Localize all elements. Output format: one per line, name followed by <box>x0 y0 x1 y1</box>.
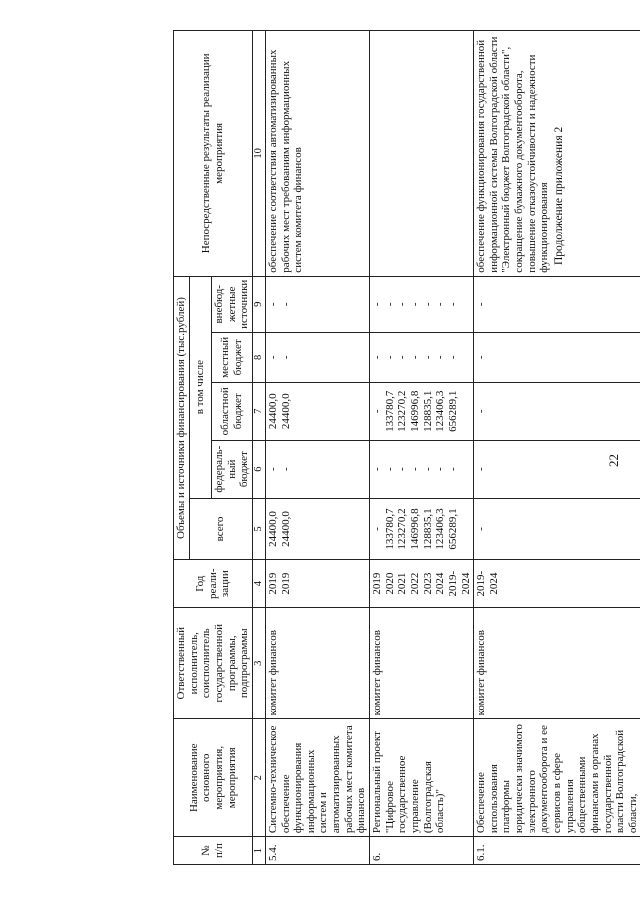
program-table <box>173 30 640 865</box>
column-number: 7 <box>252 382 265 440</box>
row-result: обеспечение соответствия автоматизированных рабочих мест требованиям информационных систем комитета финансов <box>265 31 369 277</box>
cell-value: - <box>396 355 409 360</box>
cell-value: - <box>408 467 421 472</box>
cell-value: - <box>279 302 292 307</box>
cell-value: - <box>421 467 434 472</box>
cell-value: - <box>408 355 421 360</box>
cell-value: - <box>266 302 279 307</box>
cell-value: - <box>266 355 279 360</box>
row-local <box>265 332 369 382</box>
cell-value: - <box>396 302 409 307</box>
cell-value: - <box>434 302 447 307</box>
cell-value: 2022 <box>408 572 421 595</box>
row-executor: комитет финансов <box>265 608 369 719</box>
column-number: 10 <box>252 31 265 277</box>
header-name: Наименование основного мероприятия, мероприятия <box>174 719 253 837</box>
cell-value: 123270,2 <box>396 508 409 550</box>
row-total <box>474 498 640 560</box>
cell-value: 24400,0 <box>279 393 292 430</box>
cell-value: - <box>371 302 384 307</box>
column-number: 5 <box>252 498 265 560</box>
header-including: в том числе <box>189 276 211 498</box>
row-federal <box>370 440 474 498</box>
column-number: 6 <box>252 440 265 498</box>
row-federal <box>265 440 369 498</box>
cell-value: 2023 <box>421 572 434 595</box>
row-num: 6. <box>370 837 474 865</box>
row-regional <box>370 382 474 440</box>
row-num: 6.1. <box>474 837 640 865</box>
cell-value: 133780,7 <box>383 390 396 432</box>
column-number: 8 <box>252 332 265 382</box>
row-extra <box>370 276 474 332</box>
header-regional: областной бюджет <box>211 382 252 440</box>
row-years <box>370 560 474 608</box>
header-federal: федераль-ный бюджет <box>211 440 252 498</box>
cell-value: - <box>475 409 488 414</box>
cell-value: 24400,0 <box>266 393 279 430</box>
cell-value: - <box>475 467 488 472</box>
cell-value: - <box>446 467 459 472</box>
cell-value: - <box>383 467 396 472</box>
cell-value: 123406,3 <box>434 508 447 550</box>
header-num: № п/п <box>174 837 253 865</box>
header-executor: Ответственный исполнитель, соисполнитель государственной программы, подпрограммы <box>174 608 253 719</box>
cell-value: - <box>434 355 447 360</box>
cell-value: - <box>279 355 292 360</box>
cell-value: 128835,1 <box>421 390 434 432</box>
page-number: 22 <box>606 454 621 467</box>
cell-value: - <box>421 302 434 307</box>
header-funding: Объемы и источники финансирования (тыс.рублей) <box>174 276 190 560</box>
row-executor: комитет финансов <box>370 608 474 719</box>
cell-value: 2020 <box>383 572 396 595</box>
column-number: 9 <box>252 276 265 332</box>
row-name: Системно-техническое обеспечение функционирования информационных систем и автоматизированных рабочих мест комитета финансов <box>265 719 369 837</box>
header-year: Год реали-зации <box>174 560 253 608</box>
cell-value: - <box>475 355 488 360</box>
cell-value: - <box>371 409 384 414</box>
cell-value: 2019-2024 <box>475 570 500 597</box>
cell-value: - <box>475 527 488 531</box>
table-row <box>265 31 369 865</box>
header-local: местный бюджет <box>211 332 252 382</box>
row-years <box>265 560 369 608</box>
header-results: Непосредственные результаты реализации мероприятия <box>174 31 253 277</box>
cell-value: 2024 <box>434 572 447 595</box>
cell-value: 24400,0 <box>266 511 279 547</box>
column-number: 3 <box>252 608 265 719</box>
row-executor: комитет финансов <box>474 608 640 719</box>
cell-value: - <box>446 302 459 307</box>
header-extra: внебюд-жетные источники <box>211 276 252 332</box>
cell-value: 133780,7 <box>383 508 396 550</box>
table-row <box>370 31 474 865</box>
cell-value: 146996,8 <box>408 390 421 432</box>
continuation-label: Продолжение приложения 2 <box>553 126 565 265</box>
cell-value: 123270,2 <box>396 390 409 432</box>
row-num: 5.4. <box>265 837 369 865</box>
row-extra <box>474 276 640 332</box>
table-row <box>474 31 640 865</box>
row-total <box>370 498 474 560</box>
cell-value: - <box>383 355 396 360</box>
cell-value: - <box>434 467 447 472</box>
column-number: 4 <box>252 560 265 608</box>
row-years <box>474 560 640 608</box>
cell-value: - <box>383 302 396 307</box>
column-number-row <box>252 31 265 865</box>
cell-value: 656289,1 <box>446 508 459 550</box>
row-result <box>370 31 474 277</box>
cell-value: - <box>421 355 434 360</box>
cell-value: 656289,1 <box>446 390 459 432</box>
row-name: Региональный проект "Цифровое государственное управление (Волгоградская область)" <box>370 719 474 837</box>
cell-value: - <box>408 302 421 307</box>
cell-value: - <box>371 467 384 472</box>
cell-value: 146996,8 <box>408 508 421 550</box>
cell-value: 2019 <box>266 572 279 595</box>
row-result: обеспечение функционирования государственной информационной системы Волгоградской области "Электронный бюджет Волгоградской области", сокращение бумажного документооборота, повышение отказоустойчивости и надежности функционирования <box>474 31 640 277</box>
cell-value: - <box>371 527 384 531</box>
cell-value: 2019-2024 <box>446 570 472 597</box>
cell-value: 2021 <box>396 572 409 595</box>
column-number: 2 <box>252 719 265 837</box>
row-name: Обеспечение использования платформы юридически значимого электронного документооборота и ее сервисов в сфере управления общественными финансами в органах государственной власти Волгоградской области, <box>474 719 640 837</box>
row-local <box>474 332 640 382</box>
cell-value: - <box>279 467 292 472</box>
cell-value: - <box>371 355 384 360</box>
header-total: всего <box>189 498 252 560</box>
row-total <box>265 498 369 560</box>
cell-value: 2019 <box>371 572 384 595</box>
row-regional <box>265 382 369 440</box>
cell-value: 24400,0 <box>279 511 292 547</box>
row-extra <box>265 276 369 332</box>
cell-value: - <box>446 355 459 360</box>
cell-value: 128835,1 <box>421 508 434 550</box>
row-local <box>370 332 474 382</box>
cell-value: - <box>475 302 488 307</box>
column-number: 1 <box>252 837 265 865</box>
cell-value: 2019 <box>279 572 292 595</box>
row-federal <box>474 440 640 498</box>
row-regional <box>474 382 640 440</box>
cell-value: - <box>266 467 279 472</box>
cell-value: 123406,3 <box>434 390 447 432</box>
cell-value: - <box>396 467 409 472</box>
